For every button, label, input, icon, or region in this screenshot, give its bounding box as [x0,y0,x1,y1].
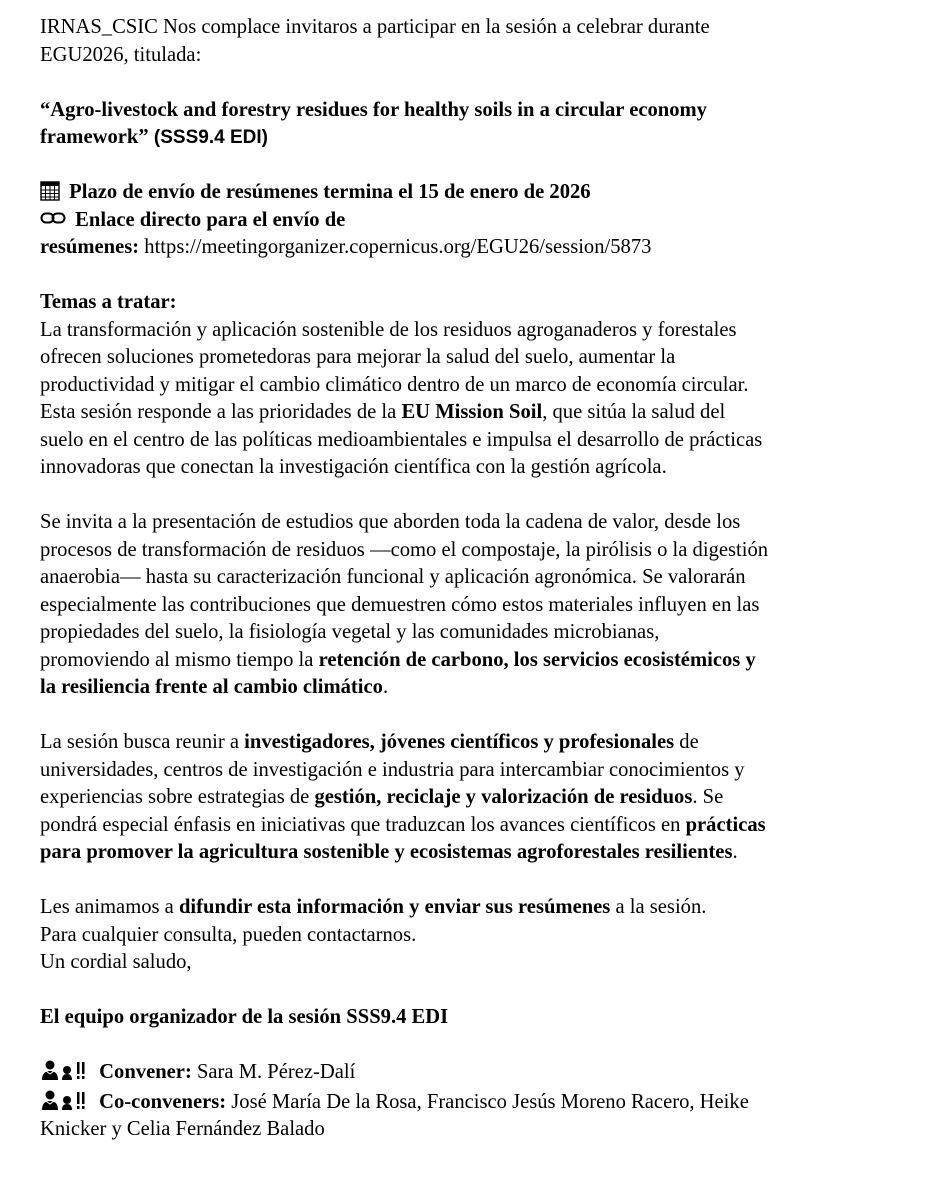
paragraph-line: para promover la agricultura sostenible y ecosistemas agroforestales resilientes. [40,841,738,863]
paragraph-line: pondrá especial énfasis en iniciativas que traduzcan los avances científicos en prácticas [40,813,766,836]
co-conveners-names: José María De la Rosa, Francisco Jesús Moreno Racero, Heike [226,1090,749,1113]
co-conveners-label: Co-conveners: [99,1090,227,1113]
paragraph-line: anaerobia— hasta su caracterización funcional y aplicación agronómica. Se valorarán [40,566,746,588]
paragraph-line: procesos de transformación de residuos —como el compostaje, la pirólisis o la digestión [40,538,769,561]
closing-line: Les animamos a difundir esta información y enviar sus resúmenes a la sesión. [40,896,707,918]
link-label: Enlace directo para el envío de [75,208,346,231]
co-conveners-line [40,1089,912,1117]
convener-name: Sara M. Pérez-Dalí [191,1061,356,1083]
paragraph-line: Esta sesión responde a las prioridades de la EU Mission Soil, que sitúa la salud del [40,401,726,423]
paragraph-line: suelo en el centro de las políticas medioambientales e impulsa el desarrollo de prácticas [40,428,763,451]
link-line: resúmenes: https://meetingorganizer.copernicus.org/EGU26/session/5873 [40,236,652,258]
deadline-text: Plazo de envío de resúmenes termina el 15 de enero de 2026 [69,181,591,203]
paragraph-line: productividad y mitigar el cambio climático dentro de un marco de economía circular. [40,373,749,396]
intro-line: EGU2026, titulada: [40,43,202,66]
paragraph-line: La transformación y aplicación sostenible de los residuos agroganaderos y forestales [40,318,737,341]
convener-label: Convener: [99,1061,192,1083]
closing-line: Para cualquier consulta, pueden contactarnos. [40,923,417,946]
session-title: framework” (SSS9.4 EDI) [40,126,268,148]
paragraph-line: Se invita a la presentación de estudios que aborden toda la cadena de valor, desde los [40,511,741,533]
document-page [40,14,912,1144]
paragraph-line: la resiliencia frente al cambio climático. [40,676,389,698]
paragraph-line: universidades, centros de investigación e industria para intercambiar conocimientos y [40,758,745,781]
paragraph-line: promoviendo al mismo tiempo la retención de carbono, los servicios ecosistémicos y [40,648,756,671]
paragraph-line: ofrecen soluciones prometedoras para mejorar la salud del suelo, aumentar la [40,346,676,368]
paragraph-line: especialmente las contribuciones que demuestren cómo estos materiales influyen en las [40,593,760,616]
person-sparkles-icon [40,1061,99,1083]
person-sparkles-icon [40,1091,99,1113]
co-conveners-line: Knicker y Celia Fernández Balado [40,1118,325,1140]
closing-line: Un cordial saludo, [40,951,192,973]
paragraph-line: innovadoras que conectan la investigación científica con la gestión agrícola. [40,456,667,478]
submission-link[interactable]: https://meetingorganizer.copernicus.org/EGU26/session/5873 [139,236,652,258]
team-signature: El equipo organizador de la sesión SSS9.4 EDI [40,1006,449,1028]
paragraph-line: propiedades del suelo, la fisiología vegetal y las comunidades microbianas, [40,621,660,643]
calendar-icon [40,181,69,203]
link-line [40,207,912,235]
link-icon [40,209,75,231]
paragraph-line: experiencias sobre estrategias de gestión, reciclaje y valorización de residuos. Se [40,786,724,808]
session-title: “Agro-livestock and forestry residues for healthy soils in a circular economy [40,98,707,121]
paragraph-line: La sesión busca reunir a investigadores, jóvenes científicos y profesionales de [40,731,699,753]
topics-heading: Temas a tratar: [40,291,177,313]
deadline-line [40,179,912,207]
intro-line: IRNAS_CSIC Nos complace invitaros a participar en la sesión a celebrar durante [40,16,710,38]
convener-line [40,1059,912,1087]
